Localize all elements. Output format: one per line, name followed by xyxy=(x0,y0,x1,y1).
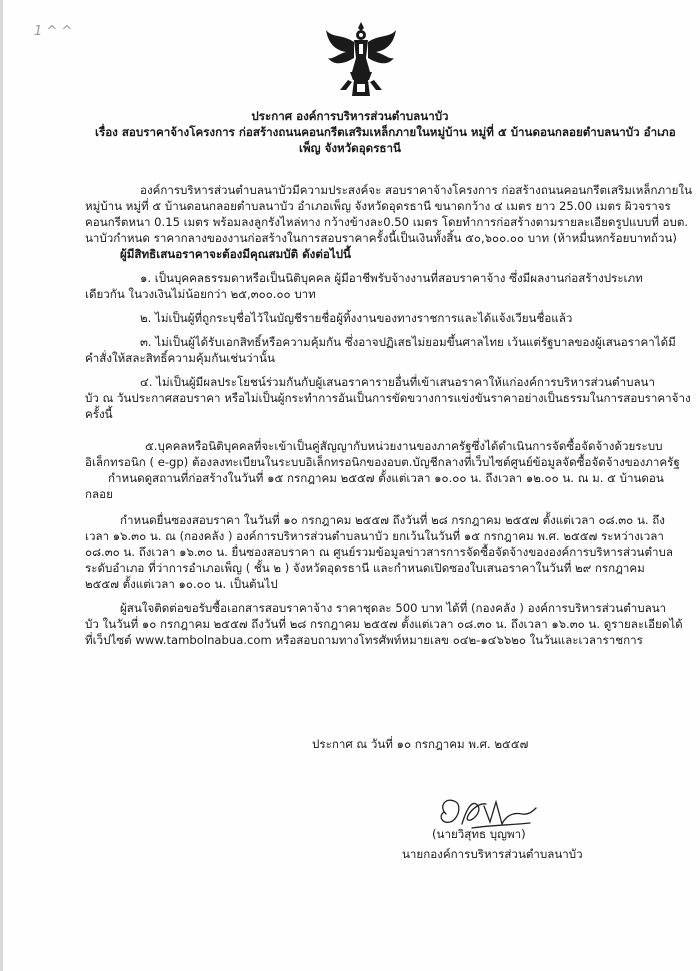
body-line: บัว ในวันที่ ๑๐ กรกฎาคม ๒๕๕๗ ถึงวันที่ ๒๘ กรกฎาคม ๒๕๕๗ ตั้งแต่เวลา ๐๘.๓๐ น. ถึงเวลา ๑๖.๓๐ น. ดูรายละเอียดได้ xyxy=(85,617,683,631)
body-line: เดียวกัน ในวงเงินไม่น้อยกว่า ๒๕,๓๐๐.๐๐ บาท xyxy=(85,287,316,301)
document-title: ประกาศ องค์การบริหารส่วนตำบลนาบัว xyxy=(251,109,449,123)
body-line: ๑. เป็นบุคคลธรรมดาหรือเป็นนิติบุคคล ผู้มีอาชีพรับจ้างงานที่สอบราคาจ้าง ซึ่งมีผลงานก่อสร้างประเภท xyxy=(140,271,643,285)
garuda-emblem-icon xyxy=(324,20,398,100)
body-line: บัว ณ วันประกาศสอบราคา หรือไม่เป็นผู้กระทำการอันเป็นการขัดขวางการแข่งขันราคาอย่างเป็นธรรมในการสอบราคาจ้าง xyxy=(85,391,691,405)
body-line: หมู่บ้าน หมู่ที่ ๕ บ้านดอนกลอยตำบลนาบัว อำเภอเพ็ญ จังหวัดอุดรธานี ขนาดกว้าง ๔ เมตร ยาว 25.00 เมตร ผิวจราจร xyxy=(85,199,671,213)
body-line: ผู้สนใจติดต่อขอรับซื้อเอกสารสอบราคาจ้าง ราคาชุดละ 500 บาท ได้ที่ (กองคลัง ) องค์การบริหารส่วนตำบลนา xyxy=(120,601,667,615)
body-line: นาบัวกำหนด ราคากลางของงานก่อสร้างในการสอบราคาครั้งนี้เป็นเงินทั้งสิ้น ๕๐,๖๐๐.๐๐ บาท (ห้าหมื่นหกร้อยบาทถ้วน) xyxy=(85,231,677,245)
body-line: กลอย xyxy=(85,487,113,501)
body-line: ๒๕๕๗ ตั้งแต่เวลา ๑๐.๐๐ น. เป็นต้นไป xyxy=(85,577,278,591)
body-line: ๓. ไม่เป็นผู้ได้รับเอกสิทธิ์หรือความคุ้มกัน ซึ่งอาจปฏิเสธไม่ยอมขึ้นศาลไทย เว้นแต่รัฐบาลของผู้เสนอราคาได้มี xyxy=(140,335,676,349)
body-line: ครั้งนี้ xyxy=(85,407,113,421)
body-line: ที่เว็ปไซต์ www.tambolnabua.com หรือสอบถามทางโทรศัพท์หมายเลข ๐๔๒-๑๔๖๖๒๐ ในวันและเวลาราชการ xyxy=(85,633,643,647)
body-line: ระดับอำเภอ ที่ว่าการอำเภอเพ็ญ ( ชั้น ๒ ) จังหวัดอุดรธานี และกำหนดเปิดซองใบเสนอราคาในวันที่ ๒๙ กรกฎาคม xyxy=(85,561,645,575)
body-line: คอนกรีตหนา 0.15 เมตร พร้อมลงลูกรังไหล่ทาง กว้างข้างละ0.50 เมตร โดยทำการก่อสร้างตามรายละเอียดรูปแบบที่ อบต. xyxy=(85,215,689,229)
pencil-mark: 1 ^ ^ xyxy=(34,24,73,39)
announcement-date: ประกาศ ณ วันที่ ๑๐ กรกฎาคม พ.ศ. ๒๕๕๗ xyxy=(312,737,529,751)
body-line: กำหนดยื่นซองสอบราคา ในวันที่ ๑๐ กรกฎาคม ๒๕๕๗ ถึงวันที่ ๒๘ กรกฎาคม ๒๕๕๗ ตั้งแต่เวลา ๐๘.๓๐ น. ถึง xyxy=(120,513,665,527)
body-line: ๐๘.๓๐ น. ถึงเวลา ๑๖.๓๐ น. ยื่นซองสอบราคา ณ ศูนย์รวมข้อมูลข่าวสารการจัดซื้อจัดจ้างขององค์การบริหารส่วนตำบล xyxy=(85,545,673,559)
signer-name: (นายวิสุทธ บุญพา) xyxy=(432,827,526,841)
body-line: คำสั่งให้สละสิทธิ์ความคุ้มกันเช่นว่านั้น xyxy=(85,351,275,365)
body-line: องค์การบริหารส่วนตำบลนาบัวมีความประสงค์จะ สอบราคาจ้างโครงการ ก่อสร้างถนนคอนกรีตเสริมเหล็กภายใน xyxy=(140,183,692,197)
body-line: เวลา ๑๖.๓๐ น. ณ (กองคลัง ) องค์การบริหารส่วนตำบลนาบัว ยกเว้นในวันที่ ๑๕ กรกฎาคม พ.ศ. ๒๕๕๗ ระหว่างเวลา xyxy=(85,529,664,543)
signer-title: นายกองค์การบริหารส่วนตำบลนาบัว xyxy=(402,847,583,861)
body-line: อิเล็กทรอนิก ( e-gp) ต้องลงทะเบียนในระบบอิเล็กทรอนิกของอบต.บัญชีกลางที่เว็บไซต์ศูนย์ข้อมูลจัดซื้อจัดจ้างของภาครัฐ xyxy=(85,455,680,469)
body-line: ๕.บุคคลหรือนิติบุคคลที่จะเข้าเป็นคู่สัญญากับหน่วยงานของภาครัฐซึ่งได้ดำเนินการจัดซื้อจัดจ้างด้วยระบบ xyxy=(145,439,663,453)
subject-line-2: เพ็ญ จังหวัดอุดรธานี xyxy=(299,141,401,155)
body-line: ๒. ไม่เป็นผู้ที่ถูกระบุชื่อไว้ในบัญชีรายชื่อผู้ทิ้งงานของทางราชการและได้แจ้งเวียนชื่อแล้ว xyxy=(140,311,573,325)
subject-line-1: เรื่อง สอบราคาจ้างโครงการ ก่อสร้างถนนคอนกรีตเสริมเหล็กภายในหมู่บ้าน หมู่ที่ ๕ บ้านดอนกลอยตำบลนาบัว อำเภอ xyxy=(95,125,676,139)
body-line: ๔. ไม่เป็นผู้มีผลประโยชน์ร่วมกันกับผู้เสนอราคารายอื่นที่เข้าเสนอราคาให้แก่องค์การบริหารส่วนตำบลนา xyxy=(140,375,655,389)
body-line: กำหนดดูสถานที่ก่อสร้างในวันที่ ๑๕ กรกฎาคม ๒๕๕๗ ตั้งแต่เวลา ๑๐.๐๐ น. ถึงเวลา ๑๒.๐๐ น. ณ ม. ๕ บ้านดอน xyxy=(108,471,664,485)
body-line: ผู้มีสิทธิเสนอราคาจะต้องมีคุณสมบัติ ดังต่อไปนี้ xyxy=(120,247,351,261)
